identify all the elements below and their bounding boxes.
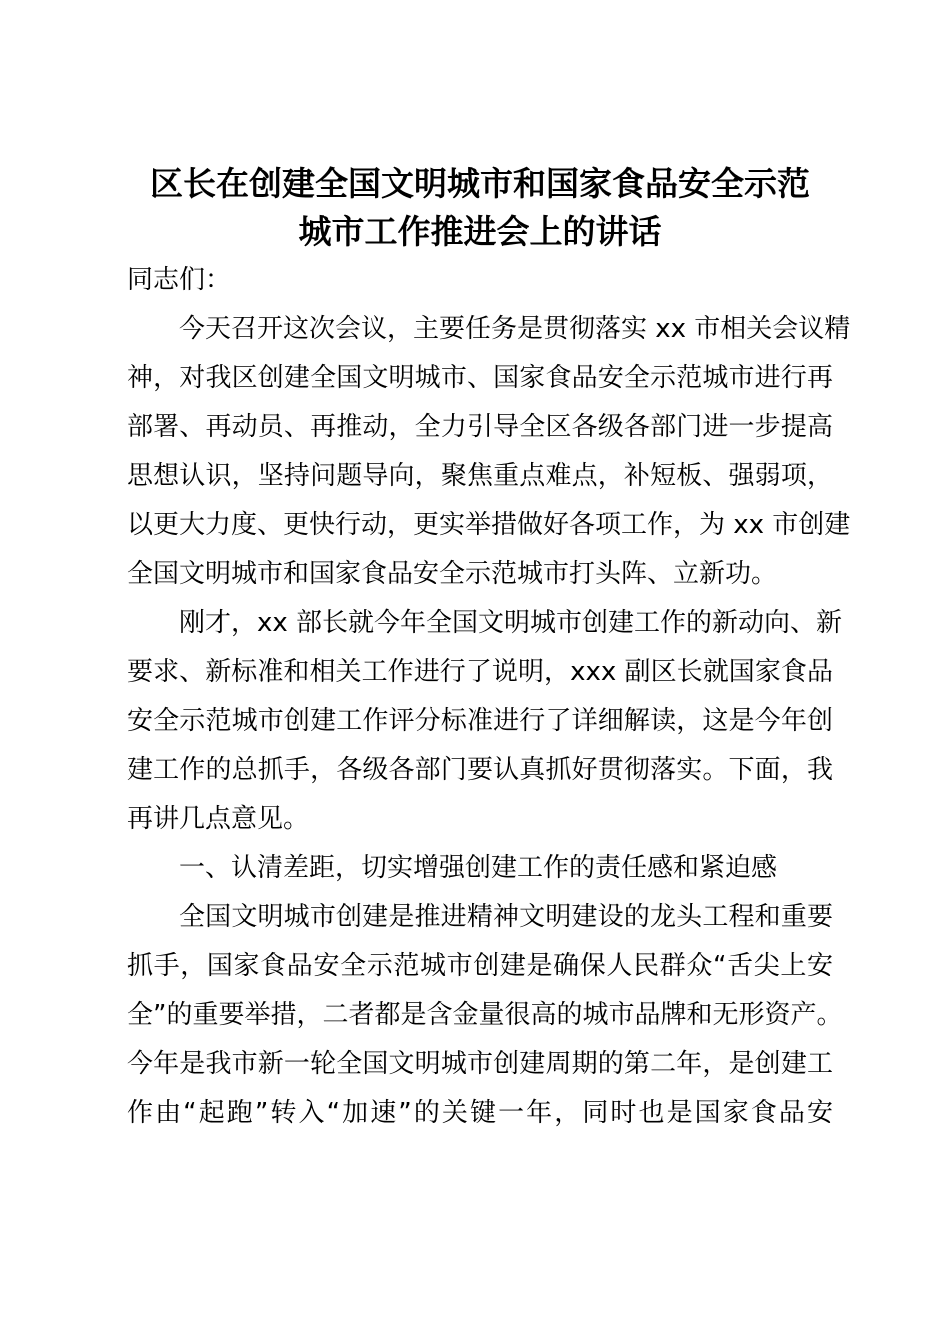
- paragraph-line: 再讲几点意见。: [127, 804, 310, 834]
- paragraph-review: [127, 599, 843, 844]
- paragraph-line: 安全示范城市创建工作评分标准进行了详细解读，这是今年创: [127, 706, 833, 736]
- paragraph-line: 全国文明城市和国家食品安全示范城市打头阵、立新功。: [127, 559, 778, 589]
- paragraph-line: 以更大力度、更快行动，更实举措做好各项工作，为 xx 市创建: [127, 510, 851, 540]
- paragraph-line: 今天召开这次会议，主要任务是贯彻落实 xx 市相关会议精: [179, 314, 851, 344]
- paragraph-line: 建工作的总抓手，各级各部门要认真抓好贯彻落实。下面，我: [127, 755, 833, 785]
- paragraph-line: 抓手，国家食品安全示范城市创建是确保人民群众“舌尖上安: [127, 951, 833, 981]
- paragraph-line: 刚才，xx 部长就今年全国文明城市创建工作的新动向、新: [179, 608, 843, 638]
- paragraph-line: 作由“起跑”转入“加速”的关键一年，同时也是国家食品安: [127, 1098, 833, 1128]
- paragraph-line: 思想认识，坚持问题导向，聚焦重点难点，补短板、强弱项，: [127, 461, 833, 491]
- paragraph-line: 全”的重要举措，二者都是含金量很高的城市品牌和无形资产。: [127, 1000, 843, 1030]
- paragraph-line: 要求、新标准和相关工作进行了说明，xxx 副区长就国家食品: [127, 657, 833, 687]
- title-line-1: 区长在创建全国文明城市和国家食品安全示范: [150, 164, 810, 203]
- paragraph-line: 神，对我区创建全国文明城市、国家食品安全示范城市进行再: [127, 363, 833, 393]
- title-line-2: 城市工作推进会上的讲话: [298, 212, 662, 251]
- paragraph-line: 今年是我市新一轮全国文明城市创建周期的第二年，是创建工: [127, 1049, 833, 1079]
- salutation: 同志们：: [127, 265, 232, 295]
- document-title: [127, 160, 833, 256]
- paragraph-intro: [127, 305, 851, 599]
- paragraph-line: 全国文明城市创建是推进精神文明建设的龙头工程和重要: [179, 902, 833, 932]
- paragraph-section-1: [127, 893, 843, 1138]
- paragraph-line: 部署、再动员、再推动，全力引导全区各级各部门进一步提高: [127, 412, 833, 442]
- document-body: [127, 160, 851, 1138]
- section-heading-1: 一、认清差距，切实增强创建工作的责任感和紧迫感: [179, 853, 778, 883]
